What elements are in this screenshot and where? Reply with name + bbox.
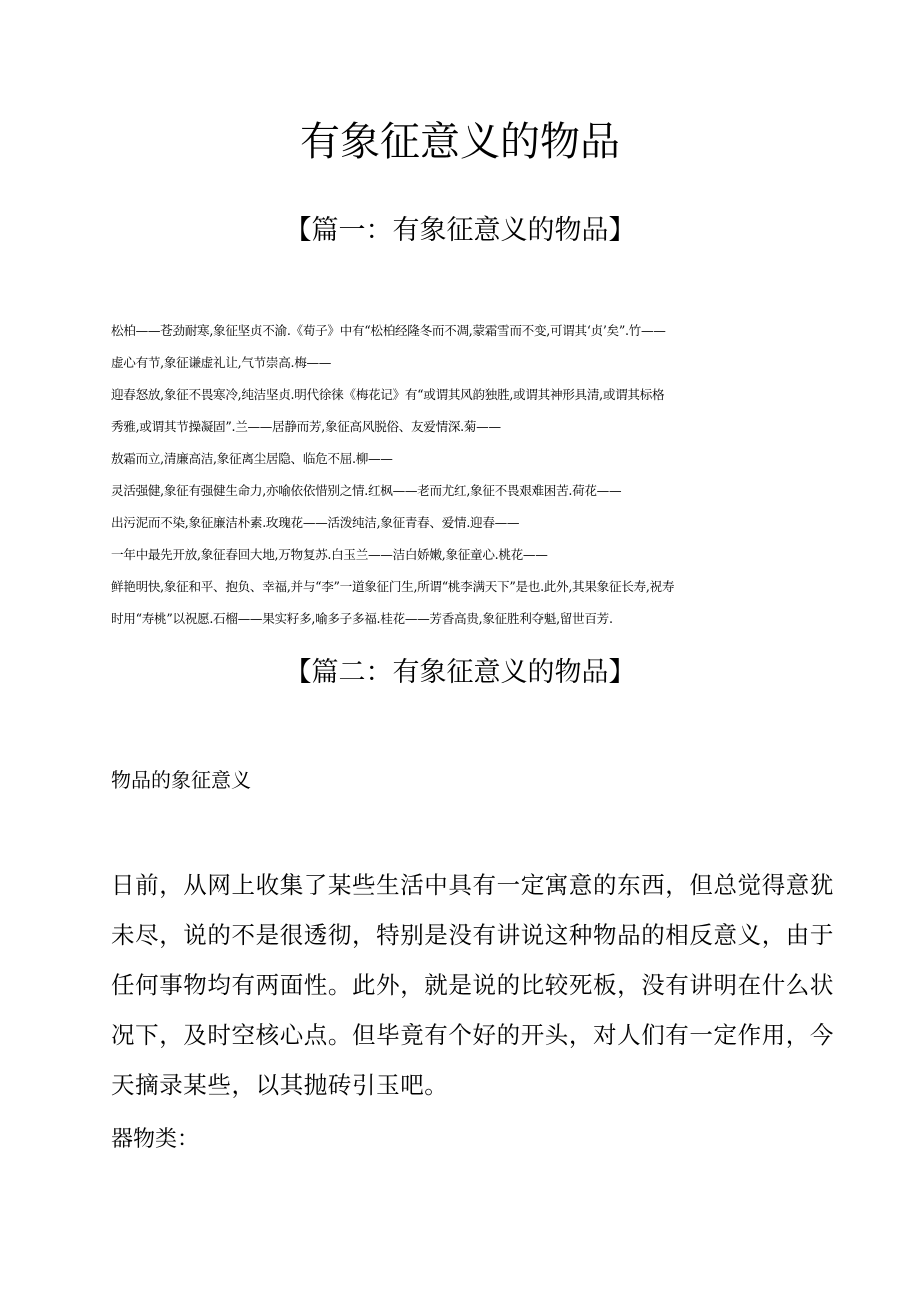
body-line: 虚心有节,象征谦虚礼让,气节崇高.梅—— <box>111 355 332 370</box>
body-line: 鲜艳明快,象征和平、抱负、幸福,并与“李”一道象征门生,所谓“桃李满天下”是也.此外,其果象征长寿,祝寿 <box>111 579 675 594</box>
category-label: 器物类： <box>111 1127 200 1152</box>
body-line: 一年中最先开放,象征春回大地,万物复苏.白玉兰——洁白娇嫩,象征童心.桃花—— <box>111 547 548 562</box>
paragraph-line: 况下，及时空核心点。但毕竟有个好的开头，对人们有一定作用，今 <box>111 1021 834 1049</box>
body-line: 灵活强健,象征有强健生命力,亦喻依依惜别之情.红枫——老而尤红,象征不畏艰难困苦.荷花—— <box>111 483 622 498</box>
body-line: 敖霜而立,清廉高洁,象征离尘居隐、临危不屈.柳—— <box>111 451 393 466</box>
body-line: 秀雅,或谓其节操凝固”.兰——居静而芳,象征高风脱俗、友爱情深.菊—— <box>111 419 501 434</box>
subheading: 物品的象征意义 <box>111 768 251 792</box>
paragraph-line: 任何事物均有两面性。此外，就是说的比较死板，没有讲明在什么状 <box>111 971 834 999</box>
body-line: 松柏——苍劲耐寒,象征坚贞不渝.《荀子》中有“松柏经隆冬而不凋,蒙霜雪而不变,可谓其‘贞’矣”.竹—— <box>111 323 666 338</box>
paragraph-line: 未尽，说的不是很透彻，特别是没有讲说这种物品的相反意义，由于 <box>111 921 834 949</box>
document-title: 有象征意义的物品 <box>300 119 620 165</box>
body-line: 时用“寿桃”以祝愿.石榴——果实籽多,喻多子多福.桂花——芳香高贵,象征胜利夺魁,留世百芳. <box>111 611 613 626</box>
body-line: 出污泥而不染,象征廉洁朴素.玫瑰花——活泼纯洁,象征青春、爱情.迎春—— <box>111 515 520 530</box>
section-heading-1: 【篇一：有象征意义的物品】 <box>284 215 636 246</box>
section-heading-2: 【篇二：有象征意义的物品】 <box>284 657 636 688</box>
paragraph-line: 天摘录某些，以其抛砖引玉吧。 <box>111 1071 449 1099</box>
paragraph-line: 日前，从网上收集了某些生活中具有一定寓意的东西，但总觉得意犹 <box>111 871 834 899</box>
body-line: 迎春怒放,象征不畏寒冷,纯洁坚贞.明代徐徕《梅花记》有“或谓其风韵独胜,或谓其神形具清,或谓其标格 <box>111 387 665 402</box>
